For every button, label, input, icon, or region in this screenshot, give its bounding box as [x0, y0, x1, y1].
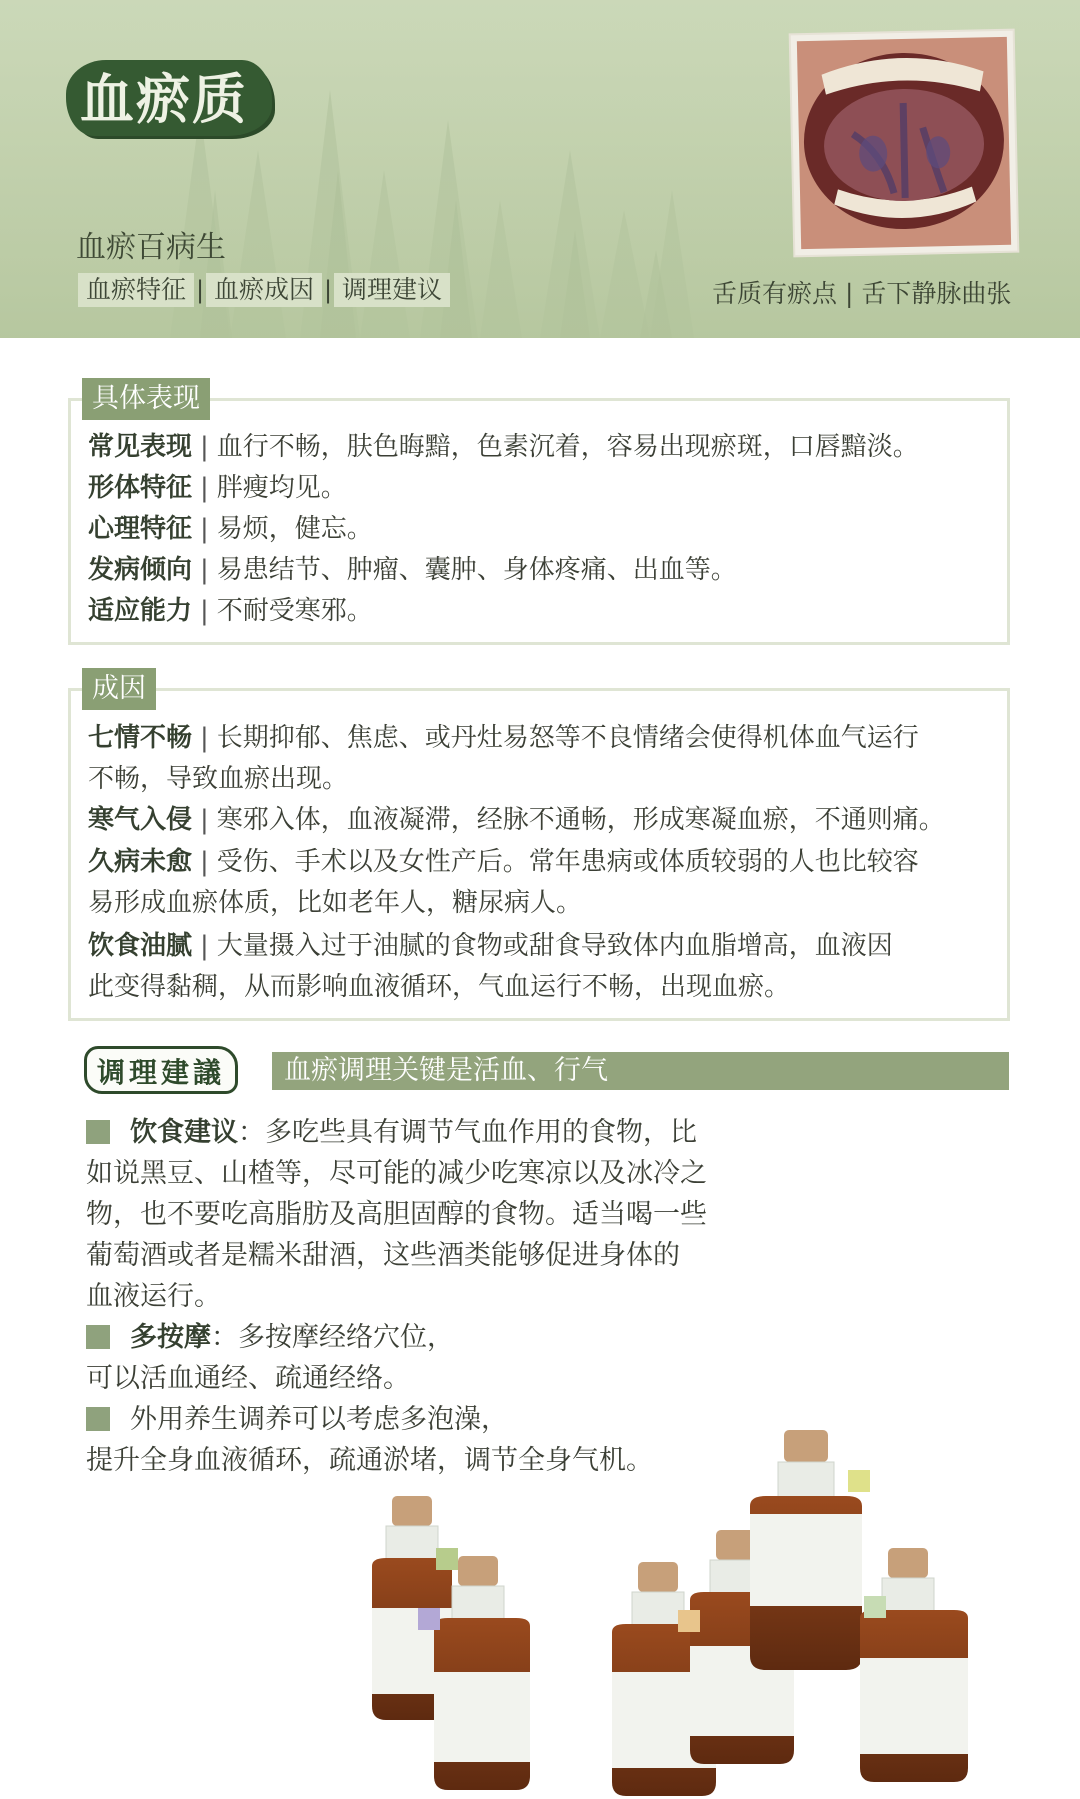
header-banner — [0, 0, 1080, 338]
tag-features: 血瘀特征 — [78, 273, 194, 307]
cause-item — [88, 926, 993, 1008]
tag-causes: 血瘀成因 — [206, 273, 322, 307]
feature-key: 发病倾向 — [88, 555, 193, 585]
advice-diet-line: 血液运行。 — [86, 1281, 221, 1312]
bullet-square-icon — [86, 1407, 110, 1431]
cause-sep: | — [200, 847, 209, 877]
cause-text: 寒邪入体，血液凝滞，经脉不通畅，形成寒凝血瘀，不通则痛。 — [216, 805, 945, 835]
bullet-square-icon — [86, 1120, 110, 1144]
cause-text: 受伤、手术以及女性产后。常年患病或体质较弱的人也比较容 — [216, 847, 919, 877]
feature-key: 心理特征 — [88, 514, 193, 544]
cause-sep: | — [200, 805, 209, 835]
cause-line — [88, 718, 993, 759]
feature-row — [88, 468, 347, 508]
cause-key: 饮食油腻 — [88, 931, 193, 961]
bullet-square-icon — [86, 1325, 110, 1349]
cause-sep: | — [200, 931, 209, 961]
bottle — [860, 1548, 968, 1782]
cause-line — [88, 800, 993, 841]
tongue-photo — [791, 31, 1018, 256]
tongue-caption: 舌质有瘀点 | 舌下静脉曲张 — [712, 279, 1012, 308]
tag-divider: | — [195, 276, 205, 304]
feature-sep: | — [200, 473, 209, 503]
advice-diet — [86, 1112, 697, 1153]
advice-massage-line: ：多按摩经络穴位， — [211, 1322, 454, 1353]
advice-diet-line: ：多吃些具有调节气血作用的食物，比 — [238, 1117, 697, 1148]
bottle — [750, 1430, 870, 1670]
cause-item — [88, 718, 993, 800]
cause-line — [88, 842, 993, 883]
feature-row — [88, 591, 373, 631]
advice-diet-line: 物，也不要吃高脂肪及高胆固醇的食物。适当喝一些 — [86, 1199, 707, 1230]
cause-line: 易形成血瘀体质，比如老年人，糖尿病人。 — [88, 888, 583, 918]
page-title: 血瘀质 — [80, 67, 248, 131]
advice-banner: 血瘀调理关键是活血、行气 — [272, 1052, 1009, 1090]
advice-bath-line: 外用养生调养可以考虑多泡澡， — [130, 1404, 508, 1435]
feature-key: 适应能力 — [88, 596, 193, 626]
feature-sep: | — [200, 555, 209, 585]
causes-label: 成因 — [82, 668, 156, 710]
advice-badge-text: 调理建議 — [96, 1056, 225, 1089]
feature-row — [88, 427, 919, 467]
feature-sep: | — [200, 432, 209, 462]
cause-line: 不畅，导致血瘀出现。 — [88, 764, 349, 794]
cause-line: 此变得黏稠，从而影响血液循环，气血运行不畅，出现血瘀。 — [88, 972, 791, 1002]
feature-text: 易患结节、肿瘤、囊肿、身体疼痛、出血等。 — [216, 555, 737, 585]
cause-key: 七情不畅 — [88, 723, 193, 753]
cause-item — [88, 842, 993, 924]
feature-row — [88, 550, 737, 590]
feature-text: 易烦，健忘。 — [216, 514, 373, 544]
feature-text: 血行不畅，肤色晦黯，色素沉着，容易出现瘀斑，口唇黯淡。 — [216, 432, 919, 462]
advice-badge — [84, 1046, 238, 1094]
product-bottles-image — [350, 1410, 1080, 1799]
tongue-illustration — [791, 31, 1018, 256]
advice-massage-key: 多按摩 — [130, 1322, 211, 1353]
cause-line — [88, 926, 993, 967]
cause-text: 长期抑郁、焦虑、或丹灶易怒等不良情绪会使得机体血气运行 — [216, 723, 919, 753]
feature-sep: | — [200, 514, 209, 544]
cause-sep: | — [200, 723, 209, 753]
features-label: 具体表现 — [82, 378, 210, 420]
cause-text: 大量摄入过于油腻的食物或甜食导致体内血脂增高，血液因 — [216, 931, 893, 961]
feature-text: 胖瘦均见。 — [216, 473, 347, 503]
advice-diet-line: 葡萄酒或者是糯米甜酒，这些酒类能够促进身体的 — [86, 1240, 680, 1271]
cause-item — [88, 800, 993, 841]
advice-diet-key: 饮食建议 — [130, 1117, 238, 1148]
topic-tags — [78, 273, 450, 307]
advice-diet-line: 如说黑豆、山楂等，尽可能的减少吃寒凉以及冰冷之 — [86, 1158, 707, 1189]
cause-key: 寒气入侵 — [88, 805, 193, 835]
tag-divider: | — [323, 276, 333, 304]
cause-key: 久病未愈 — [88, 847, 193, 877]
feature-text: 不耐受寒邪。 — [216, 596, 373, 626]
advice-massage — [86, 1317, 454, 1358]
tag-advice: 调理建议 — [334, 273, 450, 307]
page-subtitle: 血瘀百病生 — [76, 230, 226, 265]
feature-sep: | — [200, 596, 209, 626]
feature-key: 形体特征 — [88, 473, 193, 503]
advice-bath-line: 提升全身血液循环，疏通淤堵，调节全身气机。 — [86, 1445, 653, 1476]
feature-row — [88, 509, 373, 549]
advice-massage-line: 可以活血通经、疏通经络。 — [86, 1363, 410, 1394]
feature-key: 常见表现 — [88, 432, 193, 462]
